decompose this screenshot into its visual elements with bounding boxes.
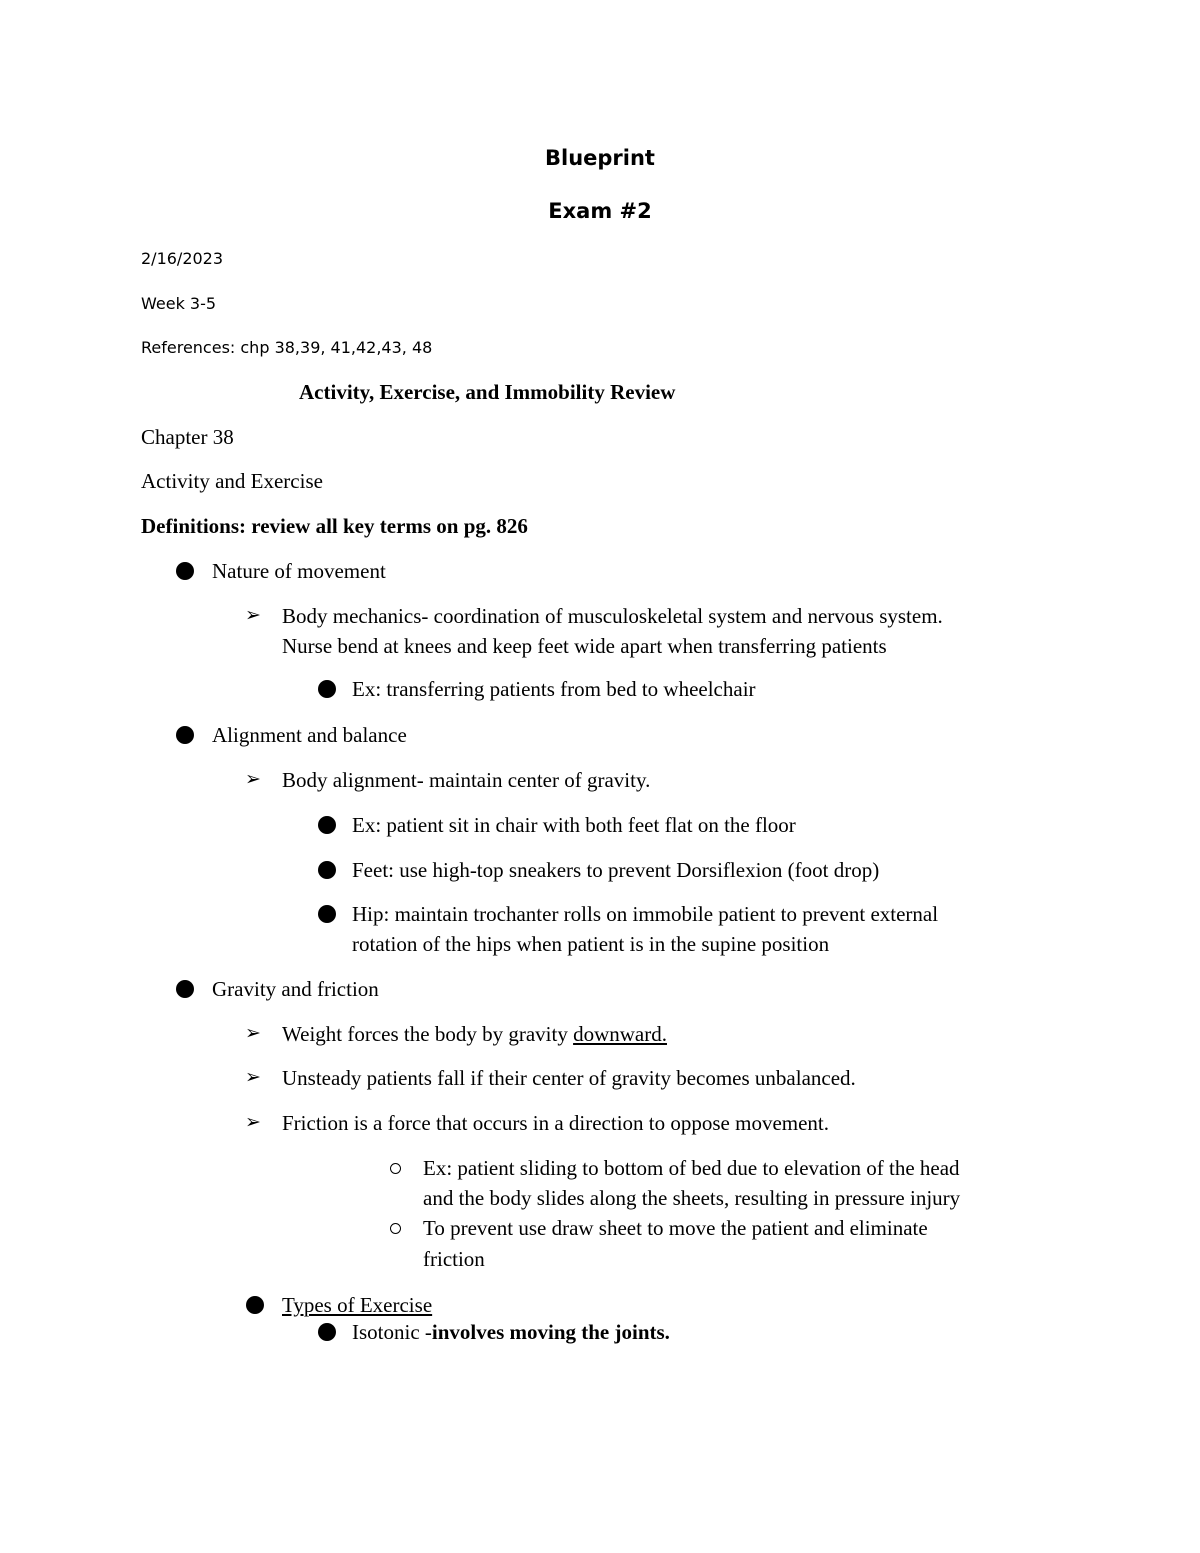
arrow-bullet-icon: ➢: [245, 1112, 261, 1133]
bullet-dot-icon: [318, 905, 336, 923]
arrow-bullet-icon: ➢: [245, 769, 261, 790]
isotonic-bold-text: involves moving the joints.: [431, 1320, 670, 1344]
bullet-dot-icon: [176, 726, 194, 744]
arrow-bullet-icon: ➢: [245, 1067, 261, 1088]
list-item-feet: Feet: use high-top sneakers to prevent Dorsiflexion (foot drop): [352, 858, 880, 882]
bullet-dot-icon: [318, 861, 336, 879]
list-item-ex-sliding: Ex: patient sliding to bottom of bed due to elevation of the head: [423, 1156, 960, 1180]
section-title: Activity, Exercise, and Immobility Review: [299, 380, 676, 404]
list-item-body-mechanics-cont: Nurse bend at knees and keep feet wide apart when transferring patients: [282, 634, 887, 658]
list-item-ex-transfer: Ex: transferring patients from bed to wheelchair: [352, 677, 756, 701]
list-item-gravity: Gravity and friction: [212, 977, 379, 1001]
list-item-weight: [282, 1019, 667, 1049]
list-item-alignment: Alignment and balance: [212, 723, 407, 747]
bullet-dot-icon: [318, 816, 336, 834]
list-item-hip: Hip: maintain trochanter rolls on immobile patient to prevent external: [352, 902, 939, 926]
circle-bullet-icon: [390, 1163, 401, 1174]
bullet-dot-icon: [318, 680, 336, 698]
arrow-bullet-icon: ➢: [245, 605, 261, 626]
bullet-dot-icon: [176, 980, 194, 998]
bullet-dot-icon: [318, 1323, 336, 1341]
week-text: Week 3-5: [141, 294, 217, 313]
list-item-ex-sit: Ex: patient sit in chair with both feet flat on the floor: [352, 813, 796, 837]
list-item-prevent: To prevent use draw sheet to move the patient and eliminate: [423, 1216, 928, 1240]
bullet-dot-icon: [176, 562, 194, 580]
list-item-nature: Nature of movement: [212, 559, 386, 583]
chapter-subtitle: Activity and Exercise: [141, 469, 323, 493]
chapter-label: Chapter 38: [141, 425, 234, 449]
list-item-body-mechanics: Body mechanics- coordination of musculoskeletal system and nervous system.: [282, 604, 943, 628]
exam-heading: Exam #2: [548, 199, 652, 223]
list-item-isotonic: [352, 1317, 670, 1347]
document-title: Blueprint: [545, 146, 655, 170]
weight-text: Weight forces the body by gravity: [282, 1022, 574, 1046]
weight-underlined-text: downward.: [573, 1022, 667, 1046]
isotonic-text: Isotonic -: [352, 1320, 432, 1344]
list-item-ex-sliding-cont: and the body slides along the sheets, resulting in pressure injury: [423, 1186, 961, 1210]
arrow-bullet-icon: ➢: [245, 1023, 261, 1044]
list-item-prevent-cont: friction: [423, 1247, 485, 1271]
definitions-line: Definitions: review all key terms on pg. 826: [141, 514, 528, 538]
list-item-types: Types of Exercise: [282, 1293, 433, 1317]
bullet-dot-icon: [246, 1296, 264, 1314]
list-item-body-alignment: Body alignment- maintain center of gravity.: [282, 768, 651, 792]
circle-bullet-icon: [390, 1223, 401, 1234]
list-item-friction: Friction is a force that occurs in a direction to oppose movement.: [282, 1111, 830, 1135]
references-text: References: chp 38,39, 41,42,43, 48: [141, 338, 433, 357]
date-text: 2/16/2023: [141, 249, 224, 268]
list-item-unsteady: Unsteady patients fall if their center of gravity becomes unbalanced.: [282, 1066, 856, 1090]
list-item-hip-cont: rotation of the hips when patient is in the supine position: [352, 932, 830, 956]
